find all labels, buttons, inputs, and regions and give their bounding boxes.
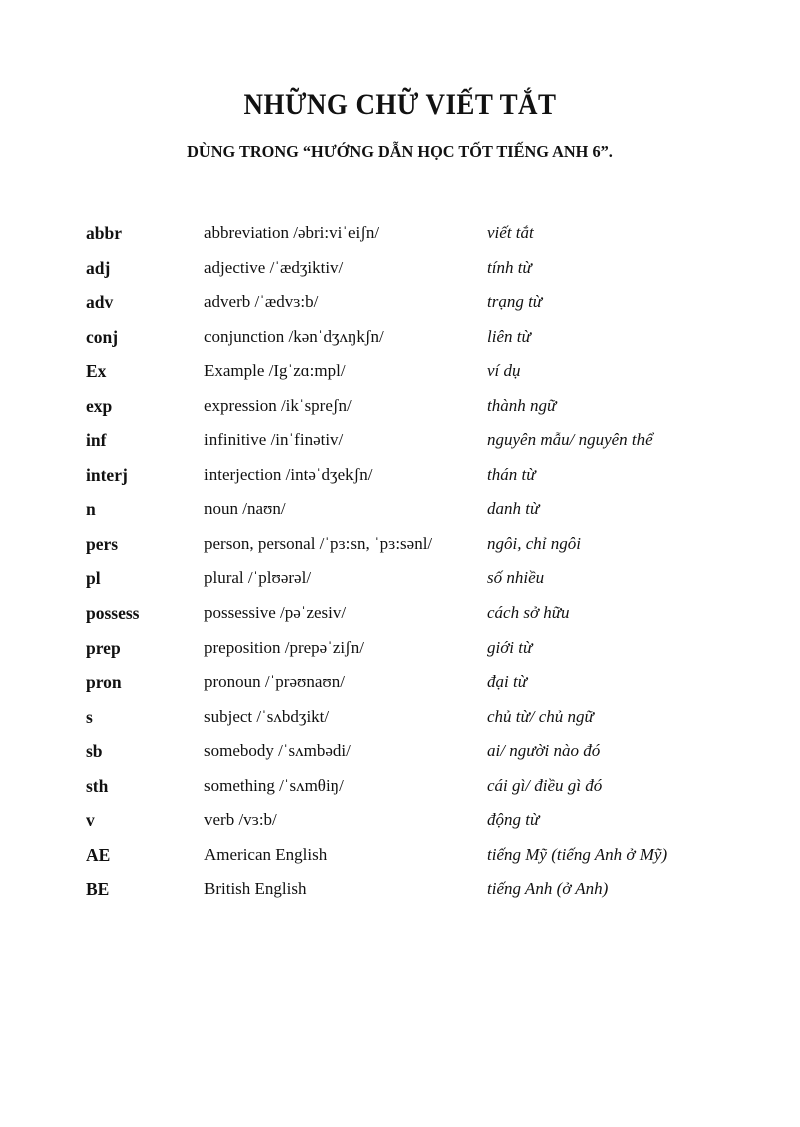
abbreviation-term: possess [86, 603, 140, 624]
abbreviation-table [86, 220, 766, 911]
vietnamese-meaning: liên từ [487, 326, 531, 346]
abbreviation-term: pl [86, 568, 101, 589]
english-meaning: interjection /intəˈdʒekʃn/ [204, 464, 373, 484]
vietnamese-meaning: thán từ [487, 464, 536, 484]
english-meaning: adverb /ˈædvɜ:b/ [204, 292, 319, 312]
page-subtitle: DÙNG TRONG “HƯỚNG DẪN HỌC TỐT TIẾNG ANH 6”. [187, 142, 613, 161]
abbreviation-row [86, 462, 766, 497]
vietnamese-meaning: cái gì/ điều gì đó [487, 775, 603, 795]
vietnamese-meaning: thành ngữ [487, 395, 557, 415]
abbreviation-term: adv [86, 292, 114, 313]
english-meaning: abbreviation /əbri:viˈeiʃn/ [204, 223, 380, 242]
english-meaning: conjunction /kənˈdʒʌŋkʃn/ [204, 326, 384, 346]
english-meaning: verb /vɜ:b/ [204, 810, 277, 830]
abbreviation-term: interj [86, 464, 128, 485]
abbreviation-row [86, 324, 766, 359]
vietnamese-meaning: viết tắt [487, 223, 534, 242]
abbreviation-term: abbr [86, 223, 122, 243]
abbreviation-term: v [86, 810, 95, 831]
abbreviation-row [86, 220, 766, 255]
vietnamese-meaning: ai/ người nào đó [487, 741, 601, 761]
vietnamese-meaning: tính từ [487, 257, 532, 277]
vietnamese-meaning: tiếng Anh (ở Anh) [487, 879, 609, 899]
abbreviation-row [86, 842, 766, 877]
abbreviation-row [86, 600, 766, 635]
abbreviation-term: s [86, 706, 93, 727]
vietnamese-meaning: chủ từ/ chủ ngữ [487, 706, 594, 726]
vietnamese-meaning: ví dụ [487, 361, 521, 381]
vietnamese-meaning: tiếng Mỹ (tiếng Anh ở Mỹ) [487, 844, 668, 864]
vietnamese-meaning: cách sở hữu [487, 603, 570, 623]
abbreviation-term: pers [86, 533, 119, 554]
abbreviation-row [86, 669, 766, 704]
english-meaning: plural /ˈplʊərəl/ [204, 568, 312, 588]
vietnamese-meaning: số nhiều [487, 568, 545, 588]
vietnamese-meaning: danh từ [487, 499, 540, 519]
abbreviation-term: Ex [86, 361, 107, 382]
abbreviation-row [86, 807, 766, 842]
english-meaning: possessive /pəˈzesiv/ [204, 603, 347, 623]
english-meaning: Example /Igˈzɑ:mpl/ [204, 361, 346, 381]
abbreviation-term: BE [86, 879, 110, 900]
english-meaning: British English [204, 879, 307, 899]
abbreviation-row [86, 876, 766, 911]
abbreviation-row [86, 393, 766, 428]
abbreviation-row [86, 427, 766, 462]
abbreviation-row [86, 704, 766, 739]
english-meaning: person, personal /ˈpɜ:sn, ˈpɜ:sənl/ [204, 533, 433, 553]
english-meaning: preposition /prepəˈziʃn/ [204, 637, 365, 657]
vietnamese-meaning: ngôi, chỉ ngôi [487, 533, 581, 553]
abbreviation-term: AE [86, 844, 111, 865]
abbreviation-row [86, 635, 766, 670]
english-meaning: adjective /ˈædʒiktiv/ [204, 257, 344, 277]
vietnamese-meaning: trạng từ [487, 292, 543, 312]
abbreviation-row [86, 358, 766, 393]
abbreviation-term: prep [86, 637, 121, 658]
page-title: NHỮNG CHỮ VIẾT TẮT [243, 88, 557, 121]
vietnamese-meaning: giới từ [487, 637, 533, 657]
vietnamese-meaning: đại từ [487, 672, 527, 692]
vietnamese-meaning: nguyên mẫu/ nguyên thể [487, 430, 653, 450]
abbreviation-term: conj [86, 326, 119, 347]
english-meaning: infinitive /inˈfinətiv/ [204, 430, 344, 450]
abbreviation-term: exp [86, 395, 113, 416]
abbreviation-term: inf [86, 430, 107, 451]
vietnamese-meaning: động từ [487, 810, 540, 830]
abbreviation-term: n [86, 499, 96, 520]
abbreviation-row [86, 255, 766, 290]
abbreviation-row [86, 738, 766, 773]
english-meaning: something /ˈsʌmθiŋ/ [204, 775, 344, 795]
english-meaning: American English [204, 844, 328, 864]
abbreviation-term: adj [86, 257, 111, 278]
abbreviation-term: sb [86, 741, 103, 762]
english-meaning: noun /naʊn/ [204, 499, 286, 519]
abbreviation-row [86, 565, 766, 600]
english-meaning: somebody /ˈsʌmbədi/ [204, 741, 351, 761]
abbreviation-term: sth [86, 775, 109, 796]
abbreviation-row [86, 773, 766, 808]
english-meaning: pronoun /ˈprəʊnaʊn/ [204, 672, 345, 692]
abbreviation-row [86, 531, 766, 566]
english-meaning: subject /ˈsʌbdʒikt/ [204, 706, 330, 726]
english-meaning: expression /ikˈspreʃn/ [204, 395, 352, 415]
abbreviation-row [86, 289, 766, 324]
abbreviation-row [86, 496, 766, 531]
abbreviation-term: pron [86, 672, 122, 693]
